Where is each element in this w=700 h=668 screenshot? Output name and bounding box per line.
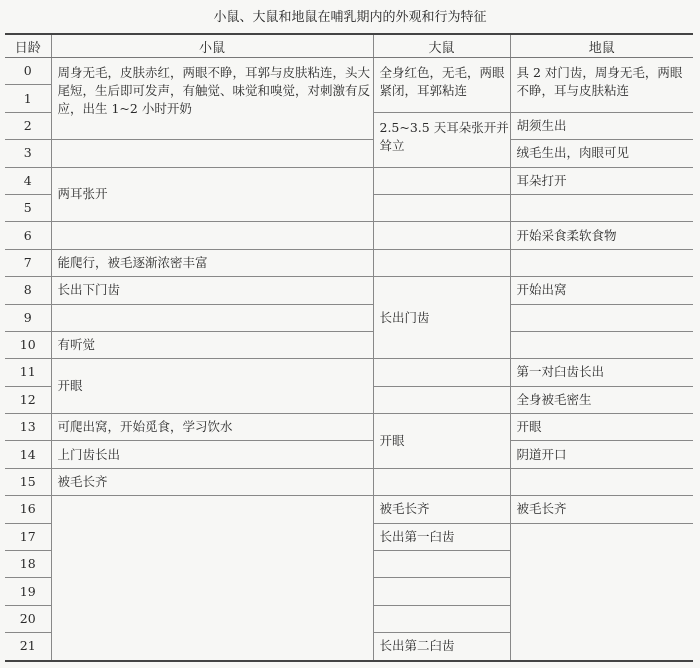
day-cell: 18	[5, 551, 51, 578]
day-cell: 6	[5, 222, 51, 249]
header-gerbil: 地鼠	[510, 34, 693, 58]
gerbil-cell	[510, 194, 693, 221]
table-row	[5, 414, 693, 441]
table-row	[5, 58, 693, 85]
rat-cell: 全身红色，无毛，两眼紧闭，耳郭粘连	[373, 58, 510, 113]
mouse-cell: 有听觉	[51, 331, 373, 358]
day-cell: 11	[5, 359, 51, 386]
day-cell: 16	[5, 496, 51, 523]
rat-cell	[373, 551, 510, 578]
gerbil-cell: 全身被毛密生	[510, 386, 693, 413]
day-cell: 13	[5, 414, 51, 441]
mouse-cell	[51, 222, 373, 249]
day-cell: 14	[5, 441, 51, 468]
day-cell: 5	[5, 194, 51, 221]
gerbil-cell	[510, 249, 693, 276]
day-cell: 21	[5, 633, 51, 661]
table-row	[5, 140, 693, 167]
mouse-cell	[51, 304, 373, 331]
table-row	[5, 277, 693, 304]
table-row	[5, 222, 693, 249]
rat-cell: 长出第二臼齿	[373, 633, 510, 661]
mouse-cell: 长出下门齿	[51, 277, 373, 304]
day-cell: 9	[5, 304, 51, 331]
table-row	[5, 304, 693, 331]
gerbil-cell: 耳朵打开	[510, 167, 693, 194]
mouse-cell	[51, 140, 373, 167]
day-cell: 4	[5, 167, 51, 194]
mouse-cell: 周身无毛，皮肤赤红，两眼不睁，耳郭与皮肤粘连，头大尾短，生后即可发声，有触觉、味觉和嗅觉，对刺激有反应，出生 1~2 小时开奶	[51, 58, 373, 140]
rat-cell: 被毛长齐	[373, 496, 510, 523]
gerbil-cell: 第一对臼齿长出	[510, 359, 693, 386]
rat-cell	[373, 468, 510, 495]
day-cell: 10	[5, 331, 51, 358]
mouse-cell: 被毛长齐	[51, 468, 373, 495]
day-cell: 7	[5, 249, 51, 276]
gerbil-cell: 开始采食柔软食物	[510, 222, 693, 249]
day-cell: 2	[5, 112, 51, 139]
table-row	[5, 441, 693, 468]
day-cell: 20	[5, 605, 51, 632]
day-cell: 0	[5, 58, 51, 85]
gerbil-cell	[510, 331, 693, 358]
rat-cell	[373, 194, 510, 221]
table-row	[5, 468, 693, 495]
gerbil-cell	[510, 304, 693, 331]
mouse-cell: 上门齿长出	[51, 441, 373, 468]
rat-cell	[373, 578, 510, 605]
gerbil-cell: 具 2 对门齿，周身无毛，两眼不睁，耳与皮肤粘连	[510, 58, 693, 113]
mouse-cell: 两耳张开	[51, 167, 373, 222]
table-row	[5, 496, 693, 523]
table-row	[5, 359, 693, 386]
day-cell: 1	[5, 85, 51, 112]
mouse-cell: 能爬行，被毛逐渐浓密丰富	[51, 249, 373, 276]
table-row	[5, 167, 693, 194]
day-cell: 12	[5, 386, 51, 413]
rat-cell	[373, 167, 510, 194]
rat-cell: 长出门齿	[373, 277, 510, 359]
day-cell: 19	[5, 578, 51, 605]
day-cell: 15	[5, 468, 51, 495]
rat-cell	[373, 359, 510, 386]
day-cell: 17	[5, 523, 51, 550]
header-mouse: 小鼠	[51, 34, 373, 58]
rat-cell: 长出第一臼齿	[373, 523, 510, 550]
development-table	[5, 33, 693, 662]
header-day: 日龄	[5, 34, 51, 58]
day-cell: 3	[5, 140, 51, 167]
gerbil-cell: 阴道开口	[510, 441, 693, 468]
mouse-cell	[51, 496, 373, 661]
rat-cell	[373, 386, 510, 413]
table-row	[5, 249, 693, 276]
gerbil-cell	[510, 468, 693, 495]
gerbil-cell	[510, 523, 693, 660]
day-cell: 8	[5, 277, 51, 304]
gerbil-cell: 开始出窝	[510, 277, 693, 304]
gerbil-cell: 绒毛生出，肉眼可见	[510, 140, 693, 167]
header-row	[5, 34, 693, 58]
gerbil-cell: 开眼	[510, 414, 693, 441]
mouse-cell: 开眼	[51, 359, 373, 414]
rat-cell	[373, 605, 510, 632]
rat-cell: 开眼	[373, 414, 510, 469]
gerbil-cell: 被毛长齐	[510, 496, 693, 523]
gerbil-cell: 胡须生出	[510, 112, 693, 139]
header-rat: 大鼠	[373, 34, 510, 58]
table-row	[5, 331, 693, 358]
rat-cell	[373, 249, 510, 276]
table-caption: 小鼠、大鼠和地鼠在哺乳期内的外观和行为特征	[213, 10, 487, 25]
mouse-cell: 可爬出窝，开始觅食，学习饮水	[51, 414, 373, 441]
rat-cell: 2.5~3.5 天耳朵张开并耸立	[373, 112, 510, 167]
rat-cell	[373, 222, 510, 249]
